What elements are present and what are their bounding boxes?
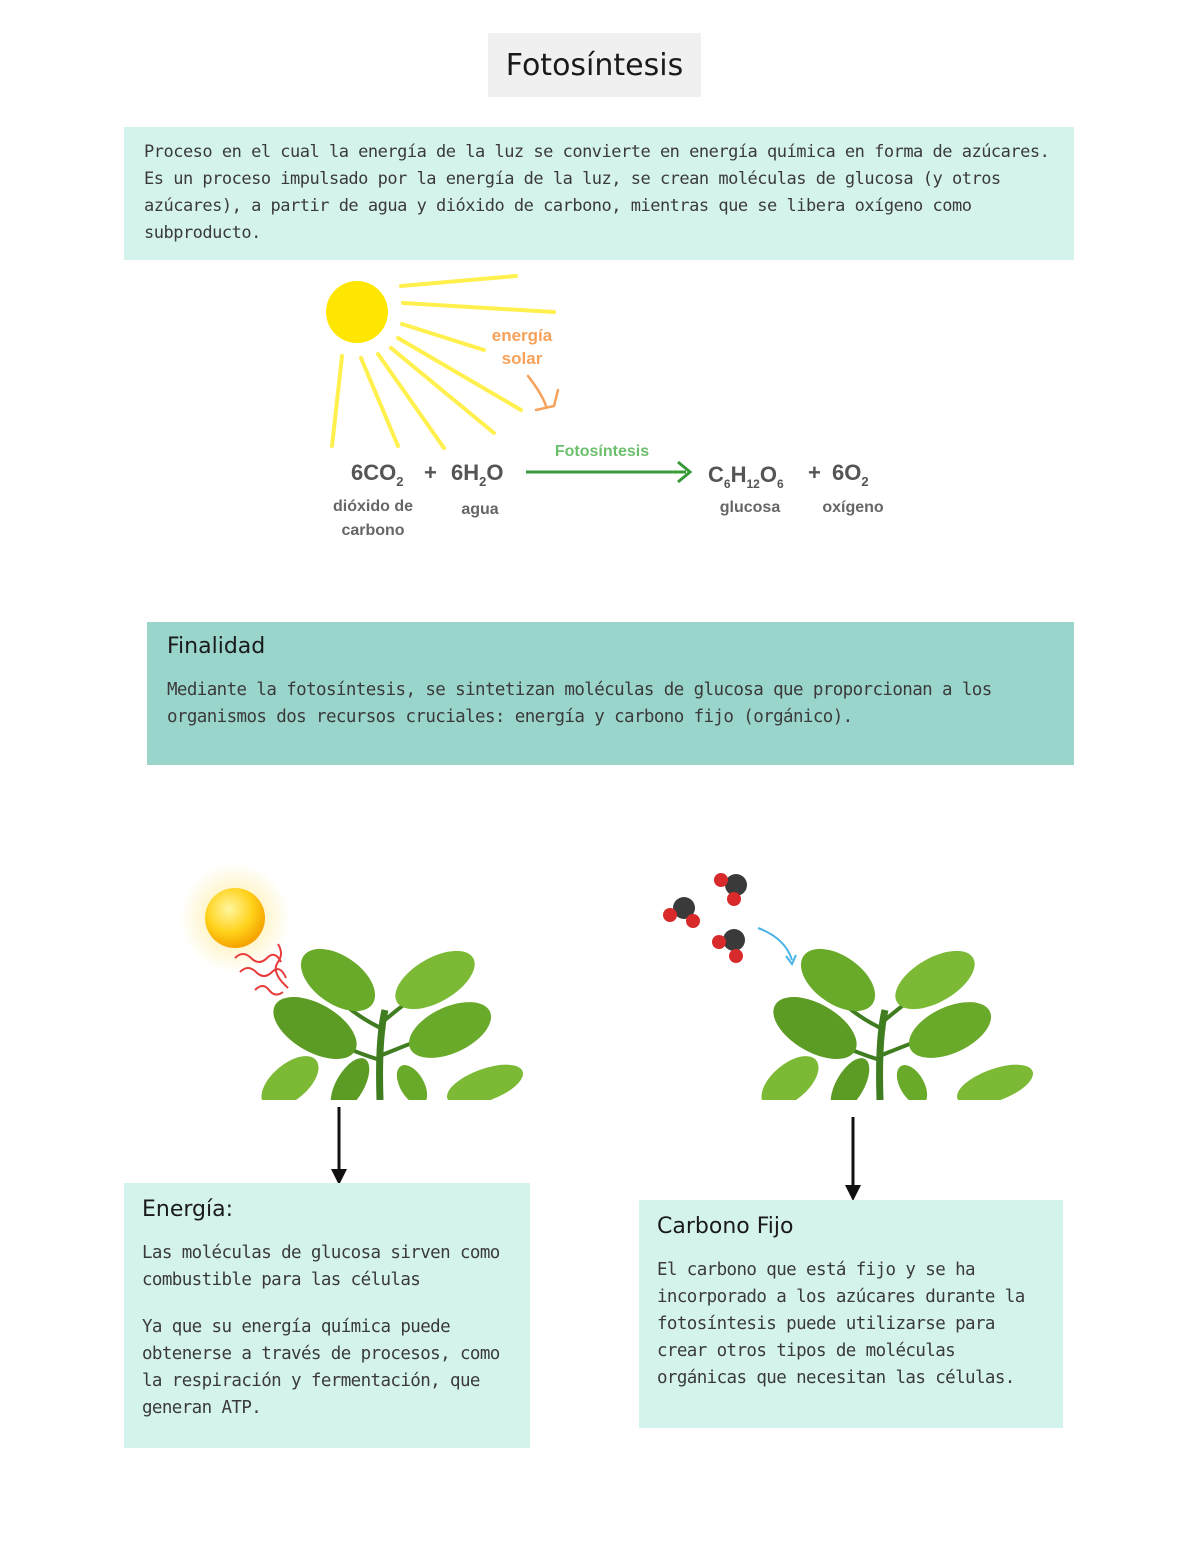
sun-icon [180,863,290,973]
label-oxygen: oxígeno [822,499,884,516]
label-co2-line1: dióxido de [333,498,413,515]
co2-molecule-icon [714,873,747,906]
finalidad-box [147,622,1074,765]
reactant-water: $6H_2O$ [451,460,504,489]
energia-heading: Energía: [142,1197,234,1222]
label-water: agua [461,501,499,518]
photosynthesis-diagram [306,268,906,558]
co2-molecule-icon [712,929,745,963]
energy-label-line1: energía [491,326,553,345]
label-glucose: glucosa [719,499,781,516]
co2-molecule-icon [663,897,700,928]
intro-box [124,127,1074,260]
co2-plant-illustration [660,860,1045,1100]
carbono-heading: Carbono Fijo [657,1214,794,1239]
down-arrow-icon [842,1117,864,1203]
product-glucose: $C_6H_{12}O_6$ [708,462,784,491]
product-oxygen: $6O_2$ [832,460,869,489]
intro-text: Proceso en el cual la energía de la luz se convierte en energía química en forma de azúcares. Es un proceso impulsado por la energía de la luz, se crean moléculas de glucosa (y otros azúcares), a partir de agua y dióxido de carbono, mientras que se libera oxígeno como subproducto. [144,142,1050,243]
finalidad-text: Mediante la fotosíntesis, se sintetizan moléculas de glucosa que proporcionan a los organismos dos recursos cruciales: energía y carbono fijo (orgánico). [167,680,992,727]
plant-icon [252,936,525,1100]
carbono-box [639,1200,1063,1428]
blue-arrow-icon [758,928,796,964]
reactant-co2: $6CO_2$ [351,460,404,489]
energia-text-1: Las moléculas de glucosa sirven como combustible para las células [142,1243,500,1290]
sun-icon [326,281,388,343]
reaction-arrow-icon [526,462,690,482]
sun-plant-illustration [180,860,525,1100]
energy-arrow-icon [528,376,558,410]
plant-icon [752,936,1038,1100]
plus-2: + [808,460,821,485]
label-co2-line2: carbono [341,522,405,539]
energy-label-line2: solar [501,349,543,368]
down-arrow-icon [328,1107,350,1187]
page-title: Fotosíntesis [488,33,701,97]
plus-1: + [424,460,437,485]
energia-box [124,1183,530,1448]
carbono-text: El carbono que está fijo y se ha incorporado a los azúcares durante la fotosíntesis puede utilizarse para crear otros tipos de moléculas orgánicas que necesitan las células. [657,1260,1025,1388]
finalidad-heading: Finalidad [167,634,266,659]
energia-text-2: Ya que su energía química puede obtenerse a través de procesos, como la respiración y fermentación, que generan ATP. [142,1317,500,1418]
arrow-label: Fotosíntesis [554,443,650,460]
